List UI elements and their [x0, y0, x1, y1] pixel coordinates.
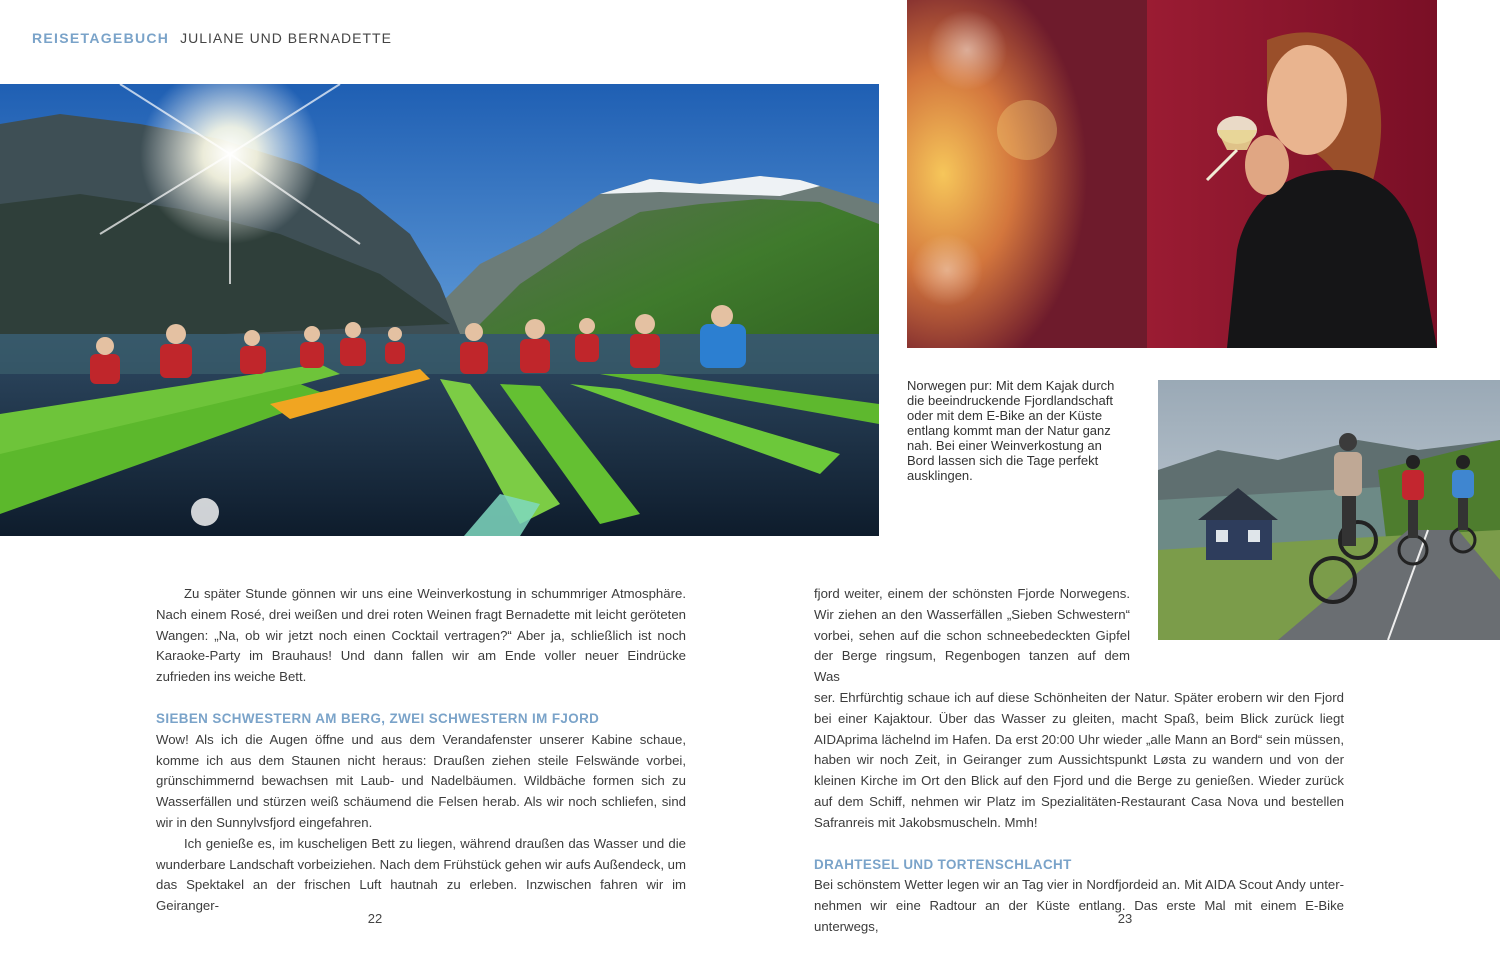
left-paragraph-2: Wow! Als ich die Augen öffne und aus dem Verandafenster unserer Kabine schaue, komme ich aus dem Staunen nicht heraus: Draußen ziehen steile Felswände vorbei, grünschimmernd bewachsen mit Laub- und Nadelbäumen. Wildbäche formen sich zu Wasserfällen und stürzen weiß schäumend die Felsen herab. Als wir noch schliefen, sind wir in den Sunnylvsfjord eingefahren. — [156, 731, 686, 830]
page-number-right: 23 — [1117, 911, 1133, 926]
right-page-text — [814, 584, 1344, 938]
page-number-left: 22 — [367, 911, 383, 926]
right-paragraph-2: Bei schönstem Wetter legen wir an Tag vier in Nordfjordeid an. Mit AIDA Scout Andy unternehmen wir eine Radtour an der Küste entlang. Das erste Mal mit einem E-Bike unterwegs, — [814, 877, 1344, 934]
left-page-text — [156, 584, 686, 917]
right-paragraph-1-narrow: fjord weiter, einem der schönsten Fjorde Norwegens. Wir ziehen an den Wasserfällen „Sieben Schwestern“ vorbei, sehen auf die schon schneebedeckten Gipfel der Berge ringsum, Regenbogen tanzen auf dem Was — [814, 586, 1130, 685]
left-section-heading: SIEBEN SCHWESTERN AM BERG, ZWEI SCHWESTERN IM FJORD — [156, 710, 600, 726]
left-paragraph-3: Ich genieße es, im kuscheligen Bett zu liegen, während draußen das Wasser und die wunderbare Landschaft vorbeiziehen. Nach dem Frühstück gehen wir aufs Außendeck, um das Spektakel an der frischen Luft hautnah zu erleben. Inzwischen fahren wir im Geiranger- — [156, 835, 686, 914]
kayak-fjord-photo — [0, 84, 879, 536]
running-header-names: JULIANE UND BERNADETTE — [180, 30, 392, 46]
photo-caption: Norwegen pur: Mit dem Kajak durch die beeindruckende Fjordlandschaft oder mit dem E-Bike an der Küste entlang kommt man der Natur ganz nah. Bei einer Weinverkostung an Bord lassen sich die Tage perfekt ausklingen. — [907, 378, 1115, 483]
right-section-heading: DRAHTESEL UND TORTENSCHLACHT — [814, 856, 1072, 872]
running-header — [32, 30, 392, 46]
wine-tasting-photo — [907, 0, 1437, 348]
running-header-kicker: REISETAGEBUCH — [32, 30, 170, 46]
left-paragraph-1: Zu später Stunde gönnen wir uns eine Weinverkostung in schummriger Atmosphäre. Nach einem Rosé, drei weißen und drei roten Weinen fragt Bernadette mit leicht geröteten Wangen: „Na, ob wir jetzt noch einen Cocktail vertragen?“ Aber ja, schließlich ist noch Karaoke-Party im Brauhaus! Und dann fallen wir am Ende voller neuer Eindrücke zufrieden ins weiche Bett. — [156, 586, 686, 685]
right-paragraph-1-wide: ser. Ehrfürchtig schaue ich auf diese Schönheiten der Natur. Später erobern wir den Fjord bei einer Kajaktour. Über das Wasser zu gleiten, macht Spaß, beim Blick zurück liegt AIDAprima lächelnd im Hafen. Da erst 20:00 Uhr wieder „alle Mann an Bord“ sein müssen, haben wir noch Zeit, in Geiranger zum Aussichtspunkt Løsta zu wandern und von der kleinen Kirche im Ort den Blick auf den Fjord und die Berge zu genießen. Wieder zurück auf dem Schiff, nehmen wir Platz im Spezialitäten-Restaurant Casa Nova und bestellen Safranreis mit Jakobsmuscheln. Mmh! — [814, 689, 1344, 830]
